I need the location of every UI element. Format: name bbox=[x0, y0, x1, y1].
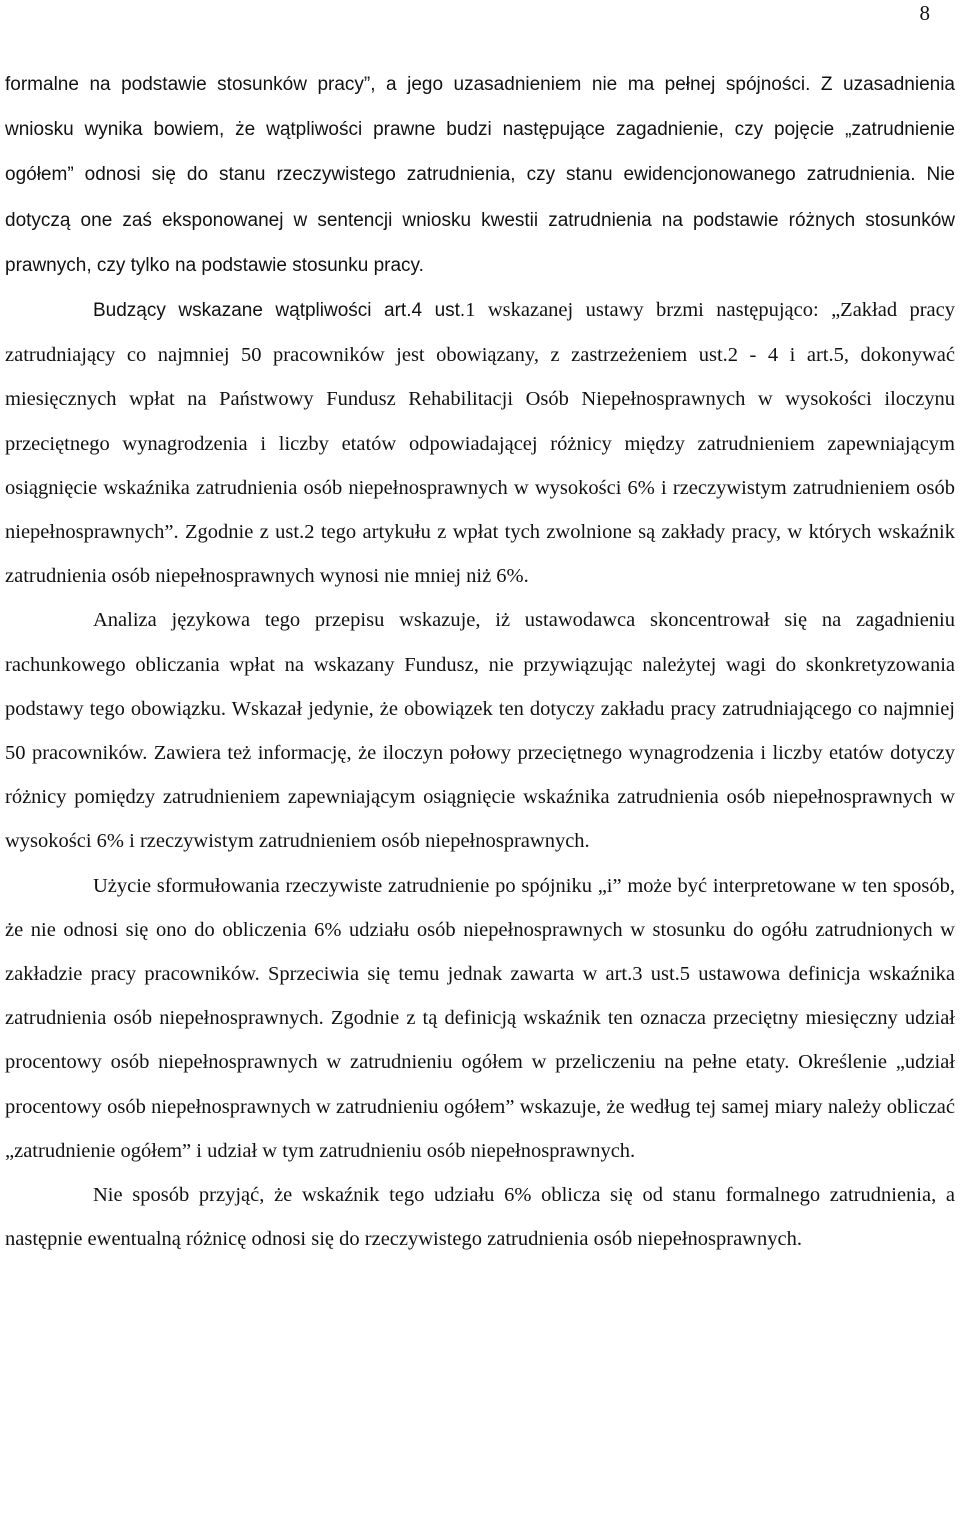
paragraph-text: Użycie sformułowania rzeczywiste zatrudnienie po spójniku „i” może być interpretowane w ten sposób, że nie odnosi się ono do obliczenia 6% udziału osób niepełnosprawnych w stosunku do ogółu zatrudnionych w zakładzie pracy pracowników. Sprzeciwia się temu jednak zawarta w art.3 ust.5 ustawowa definicja wskaźnika zatrudnienia osób niepełnosprawnych. Zgodnie z tą definicją wskaźnik ten oznacza przeciętny miesięczny udział procentowy osób niepełnosprawnych w zatrudnieniu ogółem w przeliczeniu na pełne etaty. Określenie „udział procentowy osób niepełnosprawnych w zatrudnieniu ogółem” wskazuje, że według tej samej miary należy obliczać „zatrudnienie ogółem” i udział w tym zatrudnieniu osób niepełnosprawnych. bbox=[5, 874, 955, 1162]
paragraph bbox=[5, 62, 955, 288]
paragraph-text: 1 wskazanej ustawy brzmi następująco: „Zakład pracy zatrudniający co najmniej 50 pracowników jest obowiązany, z zastrzeżeniem ust.2 - 4 i art.5, dokonywać miesięcznych wpłat na Państwowy Fundusz Rehabilitacji Osób Niepełnosprawnych w wysokości iloczynu przeciętnego wynagrodzenia i liczby etatów odpowiadającej różnicy między zatrudnieniem zapewniającym osiągnięcie wskaźnika zatrudnienia osób niepełnosprawnych w wysokości 6% i rzeczywistym zatrudnieniem osób niepełnosprawnych”. Zgodnie z ust.2 tego artykułu z wpłat tych zwolnione są zakłady pracy, w których wskaźnik zatrudnienia osób niepełnosprawnych wynosi nie mniej niż 6%. bbox=[5, 299, 955, 588]
paragraph-text: Analiza językowa tego przepisu wskazuje, iż ustawodawca skoncentrował się na zagadnieniu rachunkowego obliczania wpłat na wskazany Fundusz, nie przywiązując należytej wagi do skonkretyzowania podstawy tego obowiązku. Wskazał jedynie, że obowiązek ten dotyczy zakładu pracy zatrudniającego co najmniej 50 pracowników. Zawiera też informację, że iloczyn połowy przeciętnego wynagrodzenia i liczby etatów dotyczy różnicy pomiędzy zatrudnieniem zapewniającym osiągnięcie wskaźnika zatrudnienia osób niepełnosprawnych w wysokości 6% i rzeczywistym zatrudnieniem osób niepełnosprawnych. bbox=[5, 609, 955, 853]
paragraph-text: formalne na podstawie stosunków pracy”, a jego uzasadnieniem nie ma pełnej spójności. Z uzasadnienia wniosku wynika bowiem, że wątpliwości prawne budzi następujące zagadnienie, czy pojęcie „zatrudnienie ogółem” odnosi się do stanu rzeczywistego zatrudnienia, czy stanu ewidencjonowanego zatrudnienia. Nie dotyczą one zaś eksponowanej w sentencji wniosku kwestii zatrudnienia na podstawie różnych stosunków prawnych, czy tylko na podstawie stosunku pracy. bbox=[5, 74, 955, 276]
paragraph bbox=[5, 864, 955, 1173]
paragraph-text: Nie sposób przyjąć, że wskaźnik tego udziału 6% oblicza się od stanu formalnego zatrudnienia, a następnie ewentualną różnicę odnosi się do rzeczywistego zatrudnienia osób niepełnosprawnych. bbox=[5, 1184, 955, 1251]
paragraph bbox=[5, 1173, 955, 1261]
paragraph-text: Budzący wskazane wątpliwości art.4 ust. bbox=[93, 300, 466, 322]
page-number: 8 bbox=[919, 1, 930, 25]
paragraph bbox=[5, 288, 955, 598]
document-body bbox=[5, 62, 955, 1261]
paragraph bbox=[5, 598, 955, 863]
